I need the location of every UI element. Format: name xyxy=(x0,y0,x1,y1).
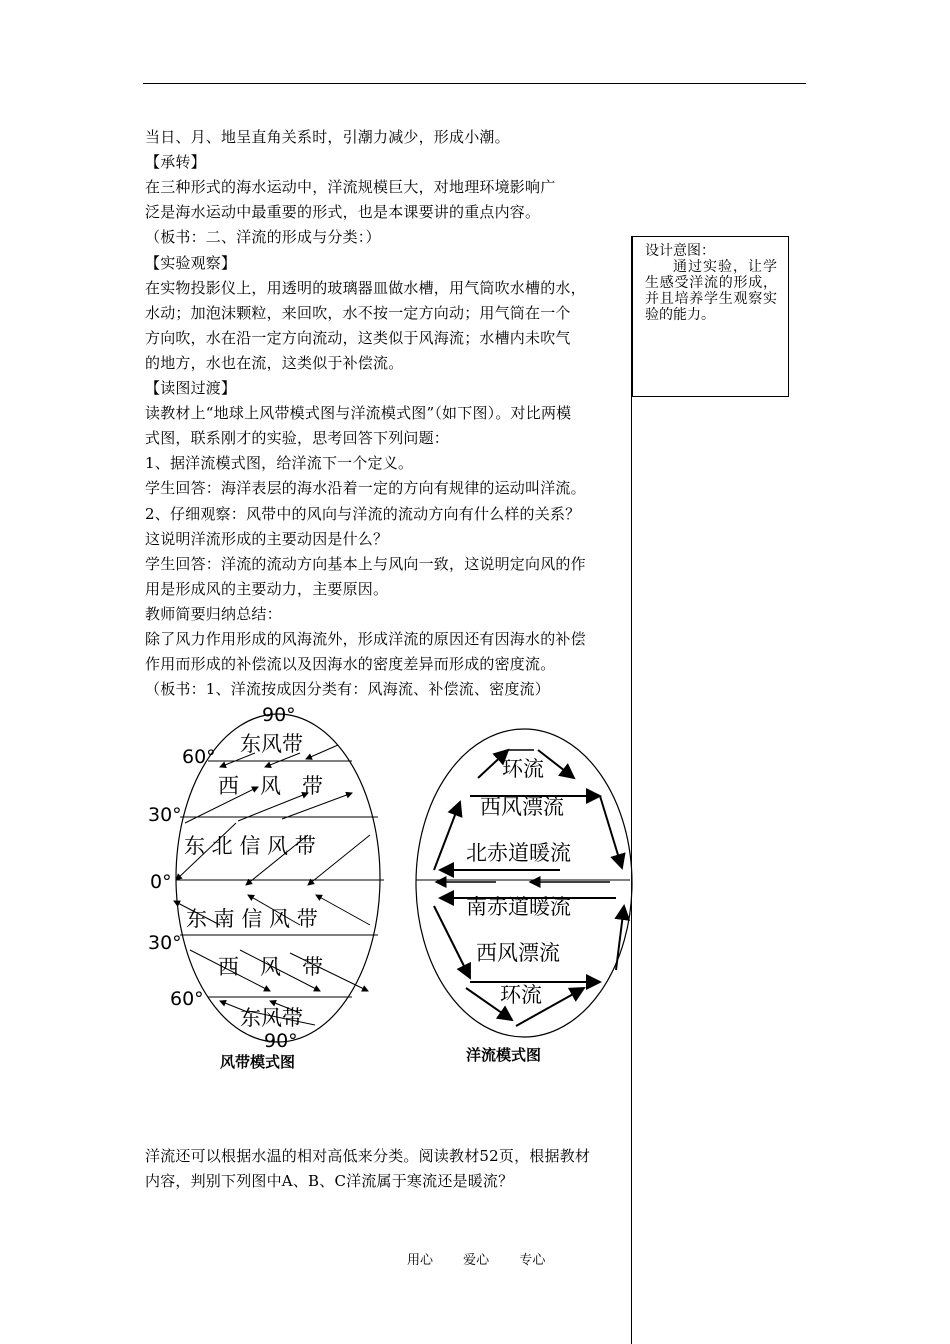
footer-item: 爱心 xyxy=(463,1253,490,1268)
design-intent-box xyxy=(632,236,789,397)
text-line: 当日、月、地呈直角关系时，引潮力减少，形成小潮。 xyxy=(145,128,510,146)
lat-label: 60° xyxy=(182,746,216,768)
text-line: （板书：二、洋流的形成与分类：） xyxy=(145,228,381,246)
wind-belt-diagram xyxy=(140,695,400,1080)
note-body: 通过实验，让学生感受洋流的形成，并且培养学生观察实验的能力。 xyxy=(645,259,777,323)
text-line: 2、仔细观察：风带中的风向与洋流的流动方向有什么样的关系？ xyxy=(145,505,581,523)
text-line: 在三种形式的海水运动中，洋流规模巨大，对地理环境影响广 xyxy=(145,178,556,196)
text-line: 教师简要归纳总结： xyxy=(145,605,282,623)
closing-line: 洋流还可以根据水温的相对高低来分类。阅读教材52页，根据教材 xyxy=(145,1147,591,1165)
text-line: 学生回答：洋流的流动方向基本上与风向一致，这说明定向风的作 xyxy=(145,555,586,573)
diagram-caption: 洋流模式图 xyxy=(466,1046,542,1064)
text-line: 式图，联系刚才的实验，思考回答下列问题： xyxy=(145,429,450,447)
text-line: （板书：1、洋流按成因分类有：风海流、补偿流、密度流） xyxy=(145,680,550,698)
current-label: 西风漂流 xyxy=(480,795,564,819)
closing-line: 内容，判别下列图中A、B、C洋流属于寒流还是暖流？ xyxy=(145,1172,514,1190)
band-label: 西 风 带 xyxy=(218,774,323,798)
text-line: 水动；加泡沫颗粒，来回吹，水不按一定方向动；用气筒在一个 xyxy=(145,304,571,322)
band-label: 东风带 xyxy=(240,1006,303,1030)
text-line: 学生回答：海洋表层的海水沿着一定的方向有规律的运动叫洋流。 xyxy=(145,479,586,497)
lat-label: 90° xyxy=(262,704,296,726)
header-rule xyxy=(143,83,806,84)
note-title: 设计意图： xyxy=(645,243,715,259)
text-line: 用是形成风的主要动力，主要原因。 xyxy=(145,580,389,598)
text-line: 【读图过渡】 xyxy=(145,379,237,397)
text-line: 读教材上“地球上风带模式图与洋流模式图”（如下图）。对比两模 xyxy=(145,404,572,422)
text-line: 【承转】 xyxy=(145,153,206,171)
footer xyxy=(407,1249,571,1268)
text-line: 这说明洋流形成的主要动因是什么？ xyxy=(145,530,389,548)
ocean-current-diagram xyxy=(410,720,640,1070)
lat-label: 60° xyxy=(170,988,204,1010)
current-label: 北赤道暖流 xyxy=(466,841,571,865)
current-label: 环流 xyxy=(502,757,544,781)
current-label: 环流 xyxy=(500,983,542,1007)
text-line: 1、据洋流模式图，给洋流下一个定义。 xyxy=(145,454,414,472)
current-label: 西风漂流 xyxy=(476,941,560,965)
band-label: 西 风 带 xyxy=(218,955,323,979)
lat-label: 30° xyxy=(148,804,182,826)
text-line: 的地方，水也在流，这类似于补偿流。 xyxy=(145,354,404,372)
band-label: 东 北 信 风 带 xyxy=(184,834,316,858)
footer-item: 专心 xyxy=(519,1253,546,1268)
text-line: 在实物投影仪上，用透明的玻璃器皿做水槽，用气筒吹水槽的水， xyxy=(145,279,586,297)
current-label: 南赤道暖流 xyxy=(466,895,571,919)
text-line: 作用而形成的补偿流以及因海水的密度差异而形成的密度流。 xyxy=(145,655,556,673)
band-label: 东风带 xyxy=(240,732,303,756)
text-line: 【实验观察】 xyxy=(145,254,237,272)
lat-label: 90° xyxy=(264,1030,298,1052)
text-line: 泛是海水运动中最重要的形式，也是本课要讲的重点内容。 xyxy=(145,203,541,221)
lat-label: 30° xyxy=(148,932,182,954)
diagram-caption: 风带模式图 xyxy=(220,1053,296,1071)
footer-item: 用心 xyxy=(407,1253,434,1268)
text-line: 方向吹，水在沿一定方向流动，这类似于风海流；水槽内未吹气 xyxy=(145,329,571,347)
band-label: 东 南 信 风 带 xyxy=(186,907,318,931)
text-line: 除了风力作用形成的风海流外，形成洋流的原因还有因海水的补偿 xyxy=(145,630,586,648)
lat-label: 0° xyxy=(150,871,172,893)
